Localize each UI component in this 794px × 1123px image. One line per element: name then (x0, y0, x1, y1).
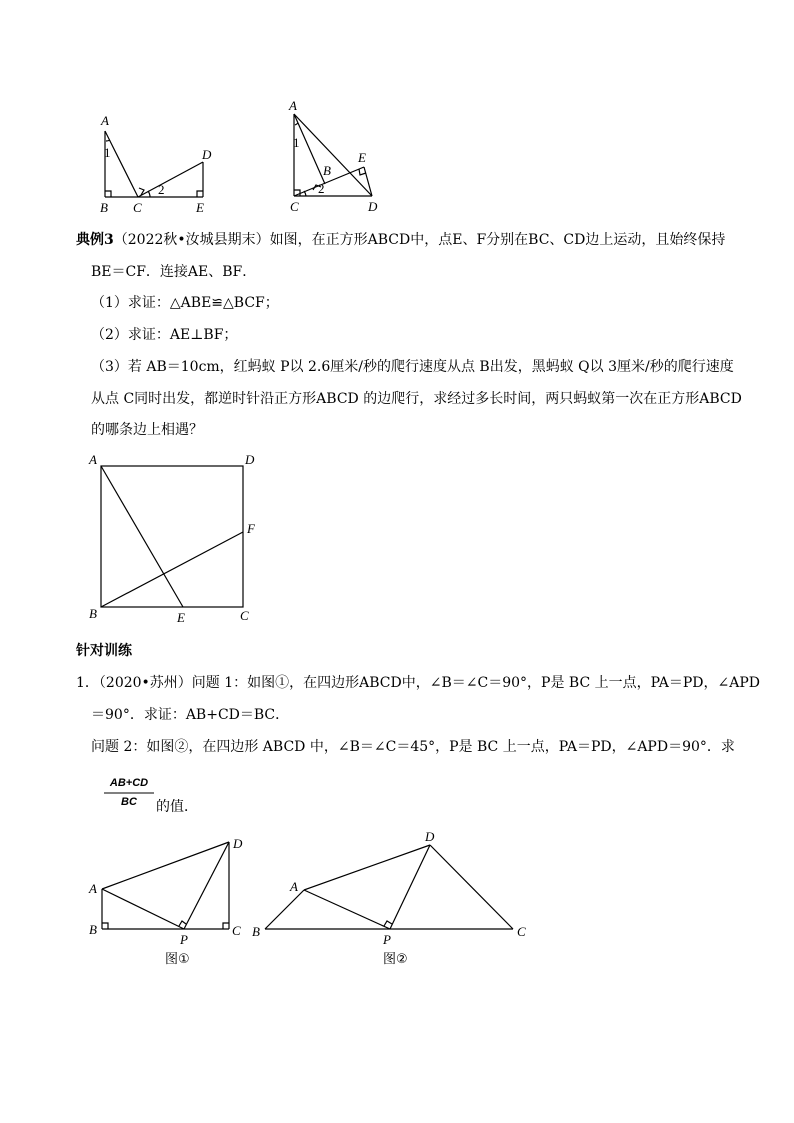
example3-q3-line1: （3）若 AB＝10cm，红蚂蚁 P以 2.6厘米/秒的爬行速度从点 B出发，黑蚂蚁 Q以 3厘米/秒的爬行速度 (91, 359, 734, 375)
label-a: A (290, 879, 298, 894)
example3-q3-line2: 从点 C同时出发，都逆时针沿正方形ABCD 的边爬行，求经过多长时间，两只蚂蚁第一次在正方形ABCD (91, 391, 742, 407)
example3-q2: （2）求证：AE⊥BF； (91, 327, 238, 343)
label-b: B (252, 924, 260, 939)
example3-q3-line3: 的哪条边上相遇？ (91, 422, 203, 438)
problem2-line1: 问题 2：如图②，在四边形 ABCD 中，∠B＝∠C＝45°，P是 BC 上一点，PA＝PD，∠APD＝90°．求 (91, 739, 735, 755)
label-c: C (517, 924, 526, 939)
label-d: D (245, 452, 255, 467)
label-f: F (247, 521, 255, 536)
label-b: B (89, 606, 97, 621)
problem2-tail: 的值． (156, 799, 198, 815)
label-d: D (368, 199, 378, 214)
label-c: C (133, 200, 142, 215)
figure2-caption: 图② (383, 952, 408, 967)
label-c: C (240, 608, 249, 623)
problem1-line2: ＝90°．求证：AB+CD＝BC． (91, 707, 290, 723)
label-a: A (89, 452, 97, 467)
example3-title: 典例3 (76, 232, 114, 248)
label-a: A (89, 881, 97, 896)
label-b: B (100, 200, 108, 215)
training-heading: 针对训练 (76, 643, 132, 659)
label-c: C (232, 923, 241, 938)
label-a: A (101, 113, 109, 128)
label-angle-2: 2 (318, 181, 325, 196)
label-b: B (323, 163, 331, 178)
label-b: B (89, 922, 97, 937)
figure1-caption: 图① (165, 952, 190, 967)
label-e: E (196, 200, 204, 215)
label-angle-1: 1 (293, 135, 300, 150)
label-p: P (180, 932, 188, 947)
label-a: A (289, 98, 297, 113)
label-d: D (425, 829, 435, 844)
label-c: C (290, 199, 299, 214)
label-d: D (202, 147, 212, 162)
label-p: P (383, 932, 391, 947)
label-e: E (177, 610, 185, 625)
label-e: E (358, 150, 366, 165)
problem1-line1: 1．（2020•苏州）问题 1：如图①，在四边形ABCD中，∠B＝∠C＝90°，P是 BC 上一点，PA＝PD，∠APD (76, 675, 760, 691)
example3-line2: BE＝CF．连接AE、BF． (91, 264, 257, 280)
fraction-numerator: AB+CD (109, 777, 149, 789)
label-d: D (233, 836, 243, 851)
label-angle-1: 1 (104, 145, 111, 160)
example3-q1: （1）求证：△ABE≌△BCF； (91, 295, 279, 311)
fraction-denominator: BC (121, 796, 137, 808)
label-angle-2: 2 (158, 182, 165, 197)
example3-source: （2022秋•汝城县期末）如图，在正方形ABCD中，点E、F分别在BC、CD边上运动，且始终保持 (113, 232, 726, 248)
